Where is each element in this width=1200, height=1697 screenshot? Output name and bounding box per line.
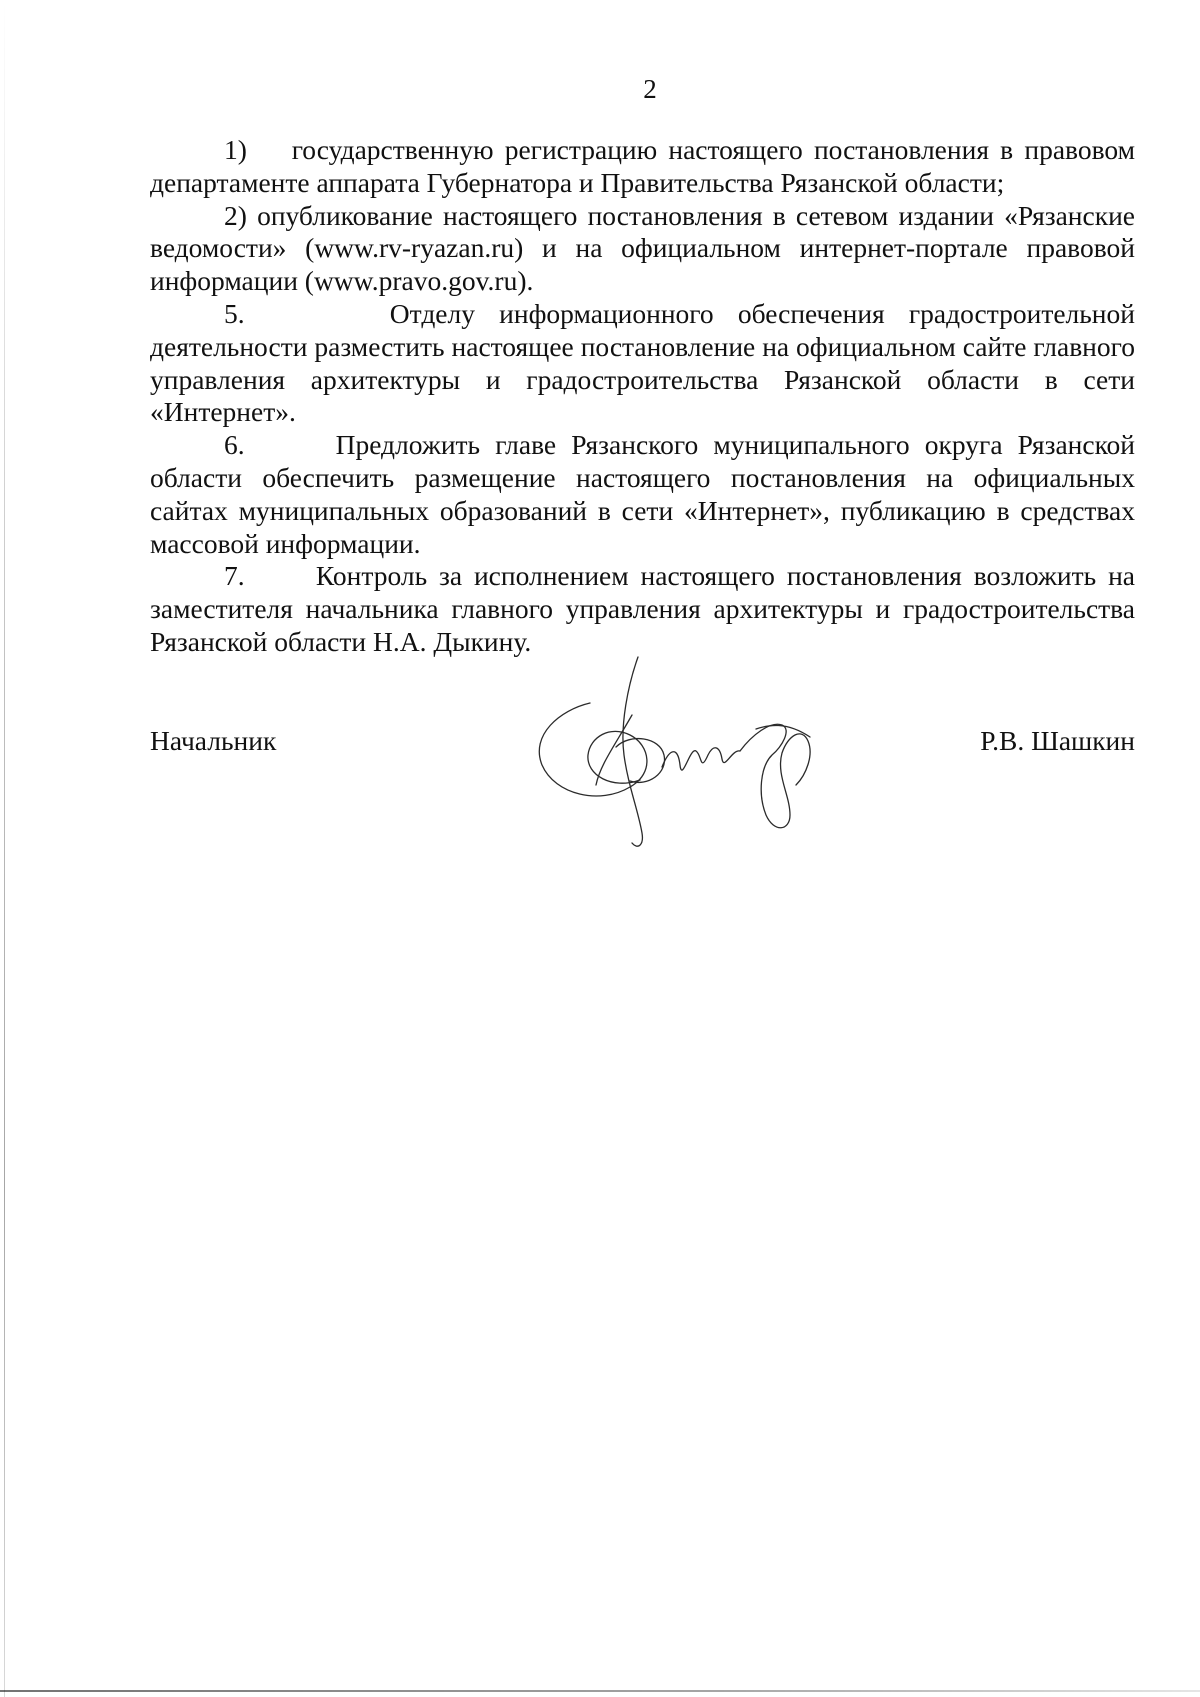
paragraph-1: 1) государственную регистрацию настоящего постановления в правовом департаменте аппарата Губернатора и Правительства Рязанской области; <box>150 134 1135 198</box>
paragraph-7: 7. Контроль за исполнением настоящего постановления возложить на заместителя начальника главного управления архитектуры и градостроительства Рязанской области Н.А. Дыкину. <box>150 560 1135 657</box>
paragraph-5: 5. Отделу информационного обеспечения градостроительной деятельности разместить настоящее постановление на официальном сайте главного управления архитектуры и градостроительства Рязанской области в сети «Интернет». <box>150 297 1135 428</box>
document-body <box>150 134 1135 659</box>
scan-edge-bottom <box>0 1690 1200 1692</box>
signatory-name: Р.В. Шашкин <box>980 725 1135 756</box>
signature-block <box>150 724 1135 764</box>
page-number: 2 <box>643 74 657 104</box>
paragraph-6: 6. Предложить главе Рязанского муниципального округа Рязанской области обеспечить размещение настоящего постановления на официальных сайтах муниципальных образований в сети «Интернет», публикацию в средствах массовой информации. <box>150 429 1135 559</box>
signatory-title: Начальник <box>150 725 277 756</box>
scan-edge-left <box>4 0 5 1697</box>
paragraph-2: 2) опубликование настоящего постановления в сетевом издании «Рязанские ведомости» (www.rv-ryazan.ru) и на официальном интернет-портале правовой информации (www.pravo.gov.ru). <box>150 199 1135 297</box>
